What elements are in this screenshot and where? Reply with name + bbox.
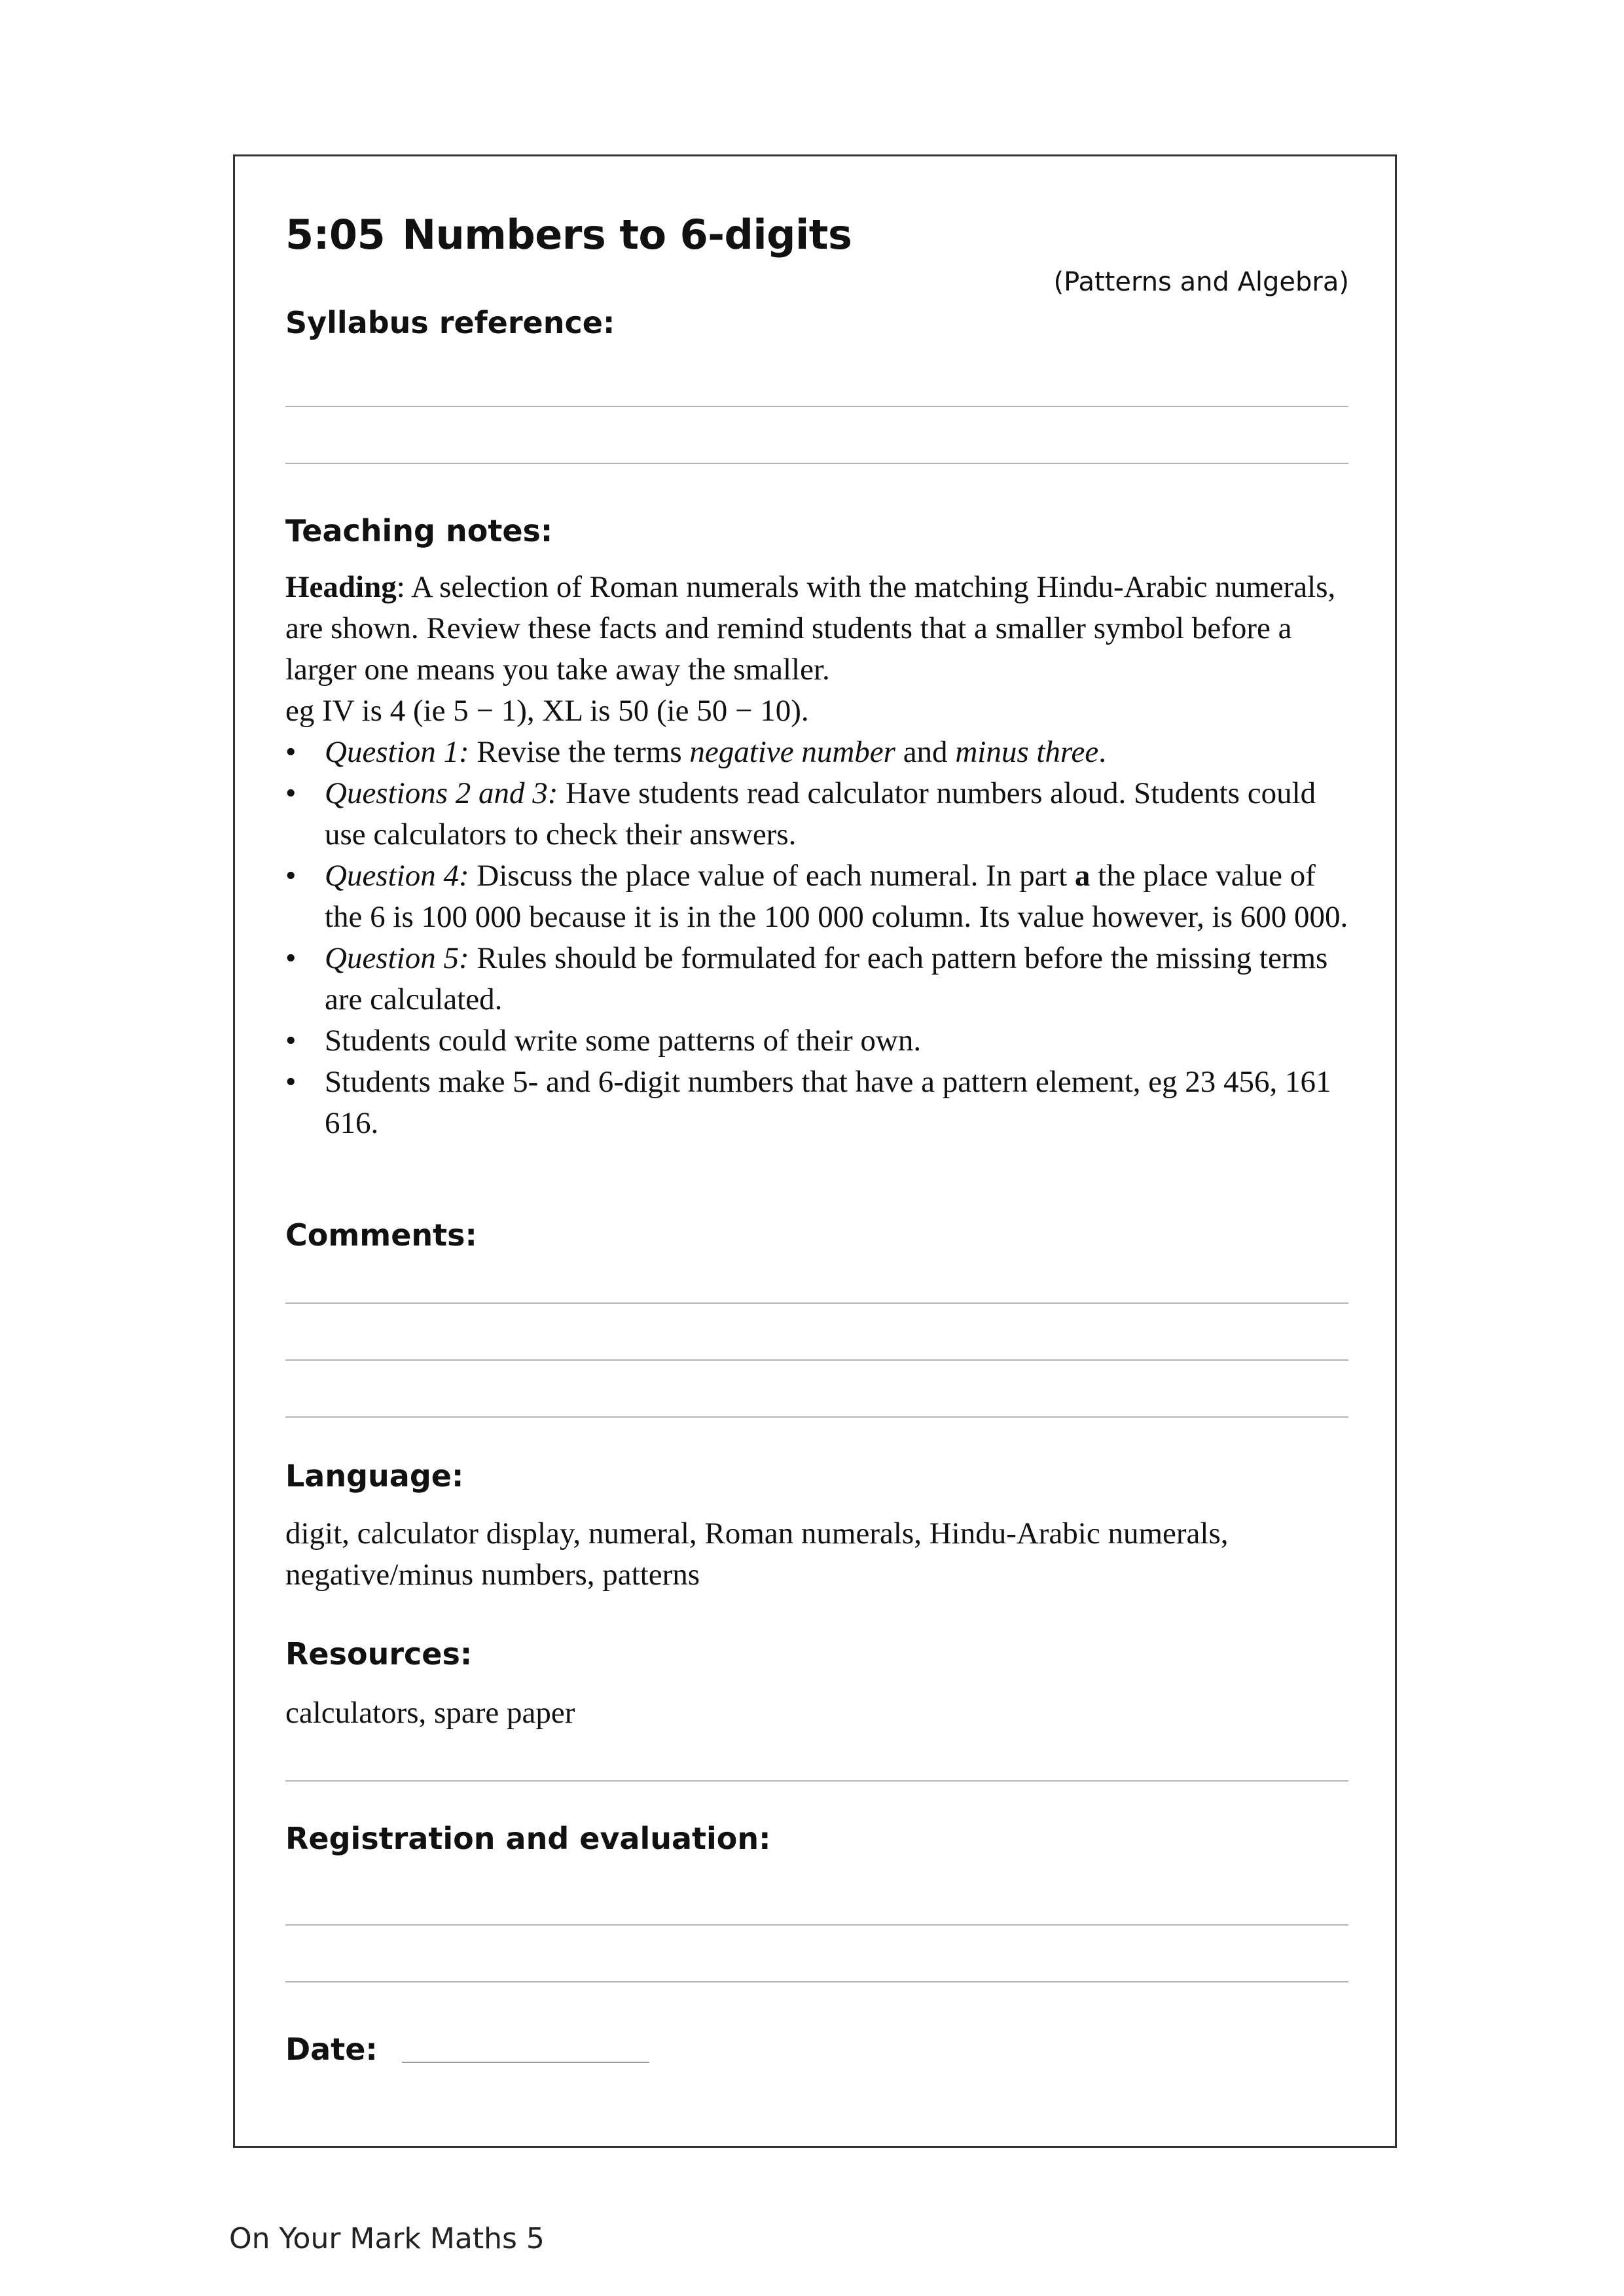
page-title [285, 211, 852, 259]
intro-text: : A selection of Roman numerals with the matching Hindu-Arabic numerals, are shown. Review these facts and remind students that a smaller symbol before a larger one means you take away the smaller. [285, 570, 1336, 687]
bullet-text: Revise the terms [469, 735, 690, 769]
comments-line-2 [285, 1359, 1348, 1361]
list-item [285, 773, 1359, 855]
bullet-text: the place value of the 6 is 100 000 because it is in the 100 000 column. Its value however, is 600 000. [325, 859, 1348, 934]
comments-heading: Comments: [285, 1217, 477, 1253]
teaching-notes-list [285, 732, 1359, 1144]
bullet-emphasis: negative number [689, 735, 895, 769]
syllabus-heading: Syllabus reference: [285, 305, 615, 340]
registration-line-1 [285, 1924, 1348, 1926]
resources-text: calculators, spare paper [285, 1696, 575, 1730]
bullet-text: . [1098, 735, 1106, 769]
language-heading: Language: [285, 1458, 464, 1494]
bullet-lead: Question 4: [325, 859, 469, 893]
bullet-text: Rules should be formulated for each pattern before the missing terms are calculated. [325, 941, 1328, 1016]
date-label: Date: [285, 2032, 378, 2067]
lesson-number: 5:05 [285, 211, 386, 259]
page-footer: On Your Mark Maths 5 [229, 2222, 545, 2255]
language-text: digit, calculator display, numeral, Roman numerals, Hindu-Arabic numerals, negative/minus numbers, patterns [285, 1516, 1229, 1592]
teaching-notes-example: eg IV is 4 (ie 5 − 1), XL is 50 (ie 50 − 10). [285, 694, 809, 728]
list-item [285, 732, 1359, 773]
resources-line [285, 1780, 1348, 1782]
teaching-notes-body [285, 567, 1359, 1144]
lesson-title: Numbers to 6-digits [402, 211, 852, 259]
teaching-notes-intro [285, 567, 1359, 691]
bullet-text: Have students read calculator numbers aloud. Students could use calculators to check their answers. [325, 776, 1316, 852]
bullet-text: Students could write some patterns of their own. [325, 1024, 922, 1058]
bullet-emphasis: minus three [955, 735, 1099, 769]
bullet-text: Students make 5- and 6-digit numbers that have a pattern element, eg 23 456, 161 616. [325, 1065, 1331, 1140]
bullet-text: Discuss the place value of each numeral. In part [469, 859, 1075, 893]
list-item [285, 1020, 1359, 1062]
intro-bold: Heading [285, 570, 397, 604]
bullet-lead: Questions 2 and 3: [325, 776, 558, 810]
comments-line-1 [285, 1302, 1348, 1304]
bullet-bold: a [1074, 859, 1091, 893]
resources-heading: Resources: [285, 1636, 473, 1672]
bullet-text: and [895, 735, 956, 769]
registration-line-2 [285, 1981, 1348, 1982]
comments-line-3 [285, 1416, 1348, 1418]
list-item [285, 938, 1359, 1020]
teaching-notes-heading: Teaching notes: [285, 513, 553, 548]
date-line [402, 2062, 649, 2063]
list-item [285, 1062, 1359, 1144]
syllabus-line-1 [285, 406, 1348, 407]
strand-label: (Patterns and Algebra) [1053, 267, 1349, 297]
bullet-lead: Question 1: [325, 735, 469, 769]
list-item [285, 855, 1359, 938]
registration-heading: Registration and evaluation: [285, 1821, 771, 1856]
syllabus-line-2 [285, 463, 1348, 464]
bullet-lead: Question 5: [325, 941, 469, 975]
